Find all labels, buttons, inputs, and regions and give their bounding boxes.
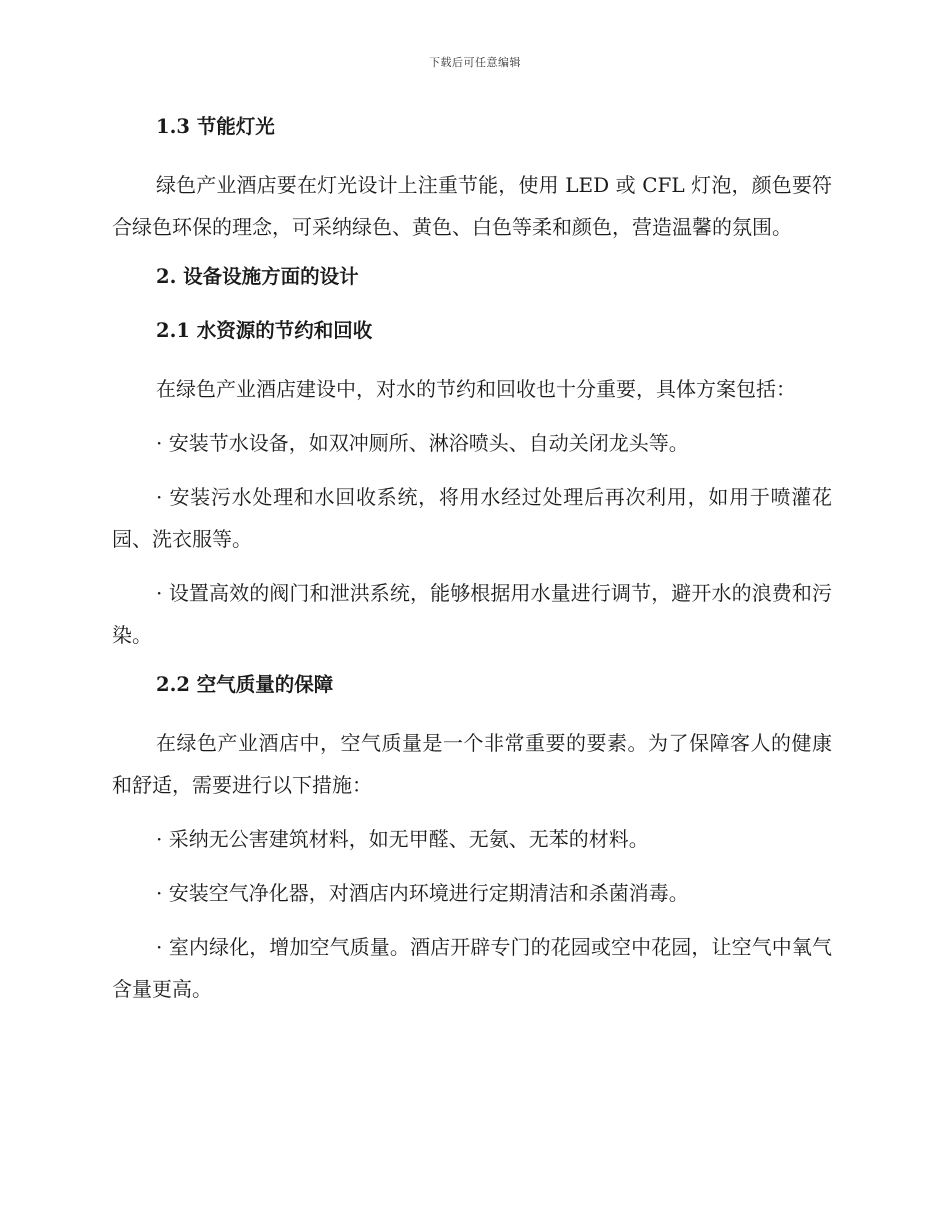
paragraph-air-intro: 在绿色产业酒店中，空气质量是一个非常重要的要素。为了保障客人的健康和舒适，需要进行以下措施： [112,731,832,797]
section-heading-2-1: 2.1 水资源的节约和回收 [156,319,373,342]
page-header: 下载后可任意编辑 [429,56,521,69]
bullet-water-recycling: · 安装污水处理和水回收系统，将用水经过处理后再次利用，如用于喷灌花园、洗衣服等。 [112,485,832,551]
section-heading-1-3: 1.3 节能灯光 [156,115,275,138]
section-heading-2: 2. 设备设施方面的设计 [156,265,359,288]
bullet-air-purifier: · 安装空气净化器，对酒店内环境进行定期清洁和杀菌消毒。 [156,881,689,905]
document-body [112,110,832,1022]
bullet-valves-flood: · 设置高效的阀门和泄洪系统，能够根据用水量进行调节，避开水的浪费和污染。 [112,581,832,647]
bullet-water-saving-devices: · 安装节水设备，如双冲厕所、淋浴喷头、自动关闭龙头等。 [156,431,689,455]
bullet-indoor-greening: · 室内绿化，增加空气质量。酒店开辟专门的花园或空中花园，让空气中氧气含量更高。 [112,935,832,1001]
paragraph-water-intro: 在绿色产业酒店建设中，对水的节约和回收也十分重要，具体方案包括： [156,377,796,401]
paragraph-lighting: 绿色产业酒店要在灯光设计上注重节能，使用 LED 或 CFL 灯泡，颜色要符合绿色环保的理念，可采纳绿色、黄色、白色等柔和颜色，营造温馨的氛围。 [112,173,832,239]
section-heading-2-2: 2.2 空气质量的保障 [156,673,334,696]
bullet-materials: · 采纳无公害建筑材料，如无甲醛、无氨、无苯的材料。 [156,827,649,851]
